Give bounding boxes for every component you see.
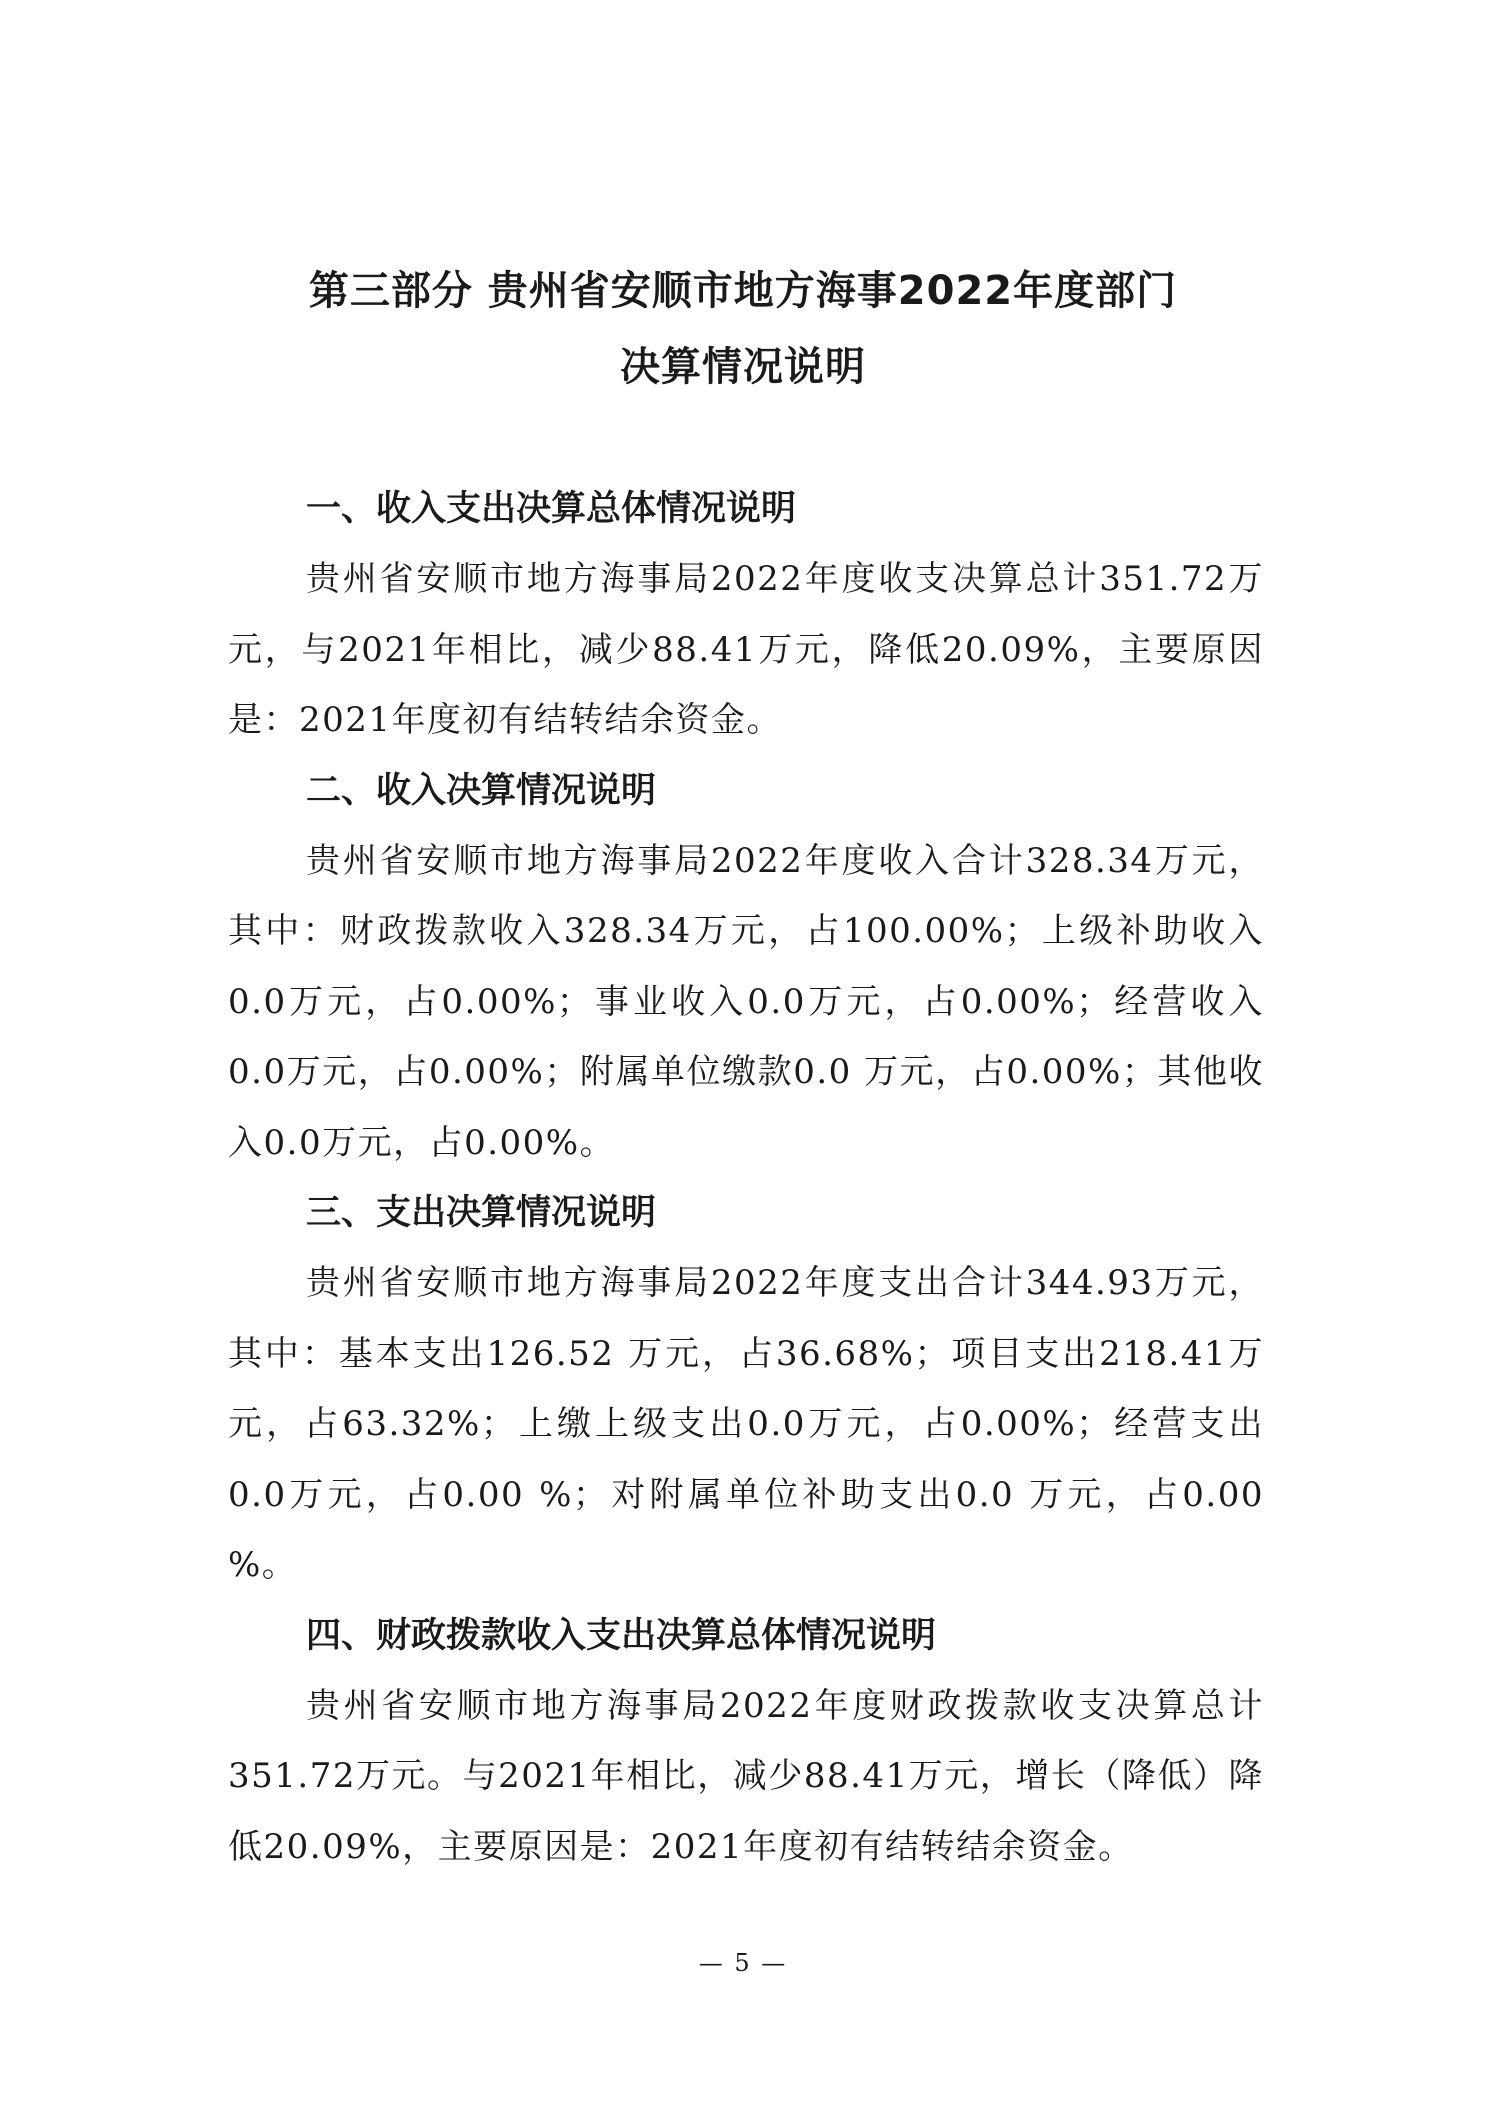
section-1-heading: 一、收入支出决算总体情况说明 bbox=[306, 489, 797, 529]
section-1-paragraph: 贵州省安顺市地方海事局2022年度收支决算总计351.72万元，与2021年相比，减少88.41万元，降低20.09%，主要原因是：2021年度初有结转结余资金。 bbox=[228, 559, 1264, 740]
document-body bbox=[228, 474, 1264, 1882]
section-1 bbox=[228, 474, 1264, 756]
section-3-heading: 三、支出决算情况说明 bbox=[306, 1193, 657, 1233]
section-4-paragraph: 贵州省安顺市地方海事局2022年度财政拨款收支决算总计351.72万元。与2021年相比，减少88.41万元，增长（降低）降低20.09%，主要原因是：2021年度初有结转结余资金。 bbox=[228, 1685, 1264, 1867]
section-2 bbox=[228, 756, 1264, 1179]
section-2-paragraph: 贵州省安顺市地方海事局2022年度收入合计328.34万元，其中：财政拨款收入328.34万元，占100.00%；上级补助收入0.0万元，占0.00%；事业收入0.0万元，占0.00%；经营收入0.0万元，占0.00%；附属单位缴款0.0 万元，占0.00%；其他收入0.0万元，占0.00%。 bbox=[228, 840, 1264, 1163]
document-title-line-1: 第三部分 贵州省安顺市地方海事2022年度部门 bbox=[308, 268, 1178, 314]
document-title-line-2: 决算情况说明 bbox=[620, 344, 866, 390]
section-2-heading: 二、收入决算情况说明 bbox=[306, 770, 657, 811]
page-number: — 5 — bbox=[698, 1949, 788, 1977]
section-3 bbox=[228, 1178, 1264, 1601]
section-4 bbox=[228, 1601, 1264, 1883]
section-4-heading: 四、财政拨款收入支出决算总体情况说明 bbox=[306, 1615, 937, 1656]
section-3-paragraph: 贵州省安顺市地方海事局2022年度支出合计344.93万元，其中：基本支出126.52 万元，占36.68%；项目支出218.41万元，占63.32%；上缴上级支出0.0万元，占0.00%；经营支出0.0万元，占0.00 %；对附属单位补助支出0.0 万元，占0.00 %。 bbox=[228, 1263, 1264, 1585]
